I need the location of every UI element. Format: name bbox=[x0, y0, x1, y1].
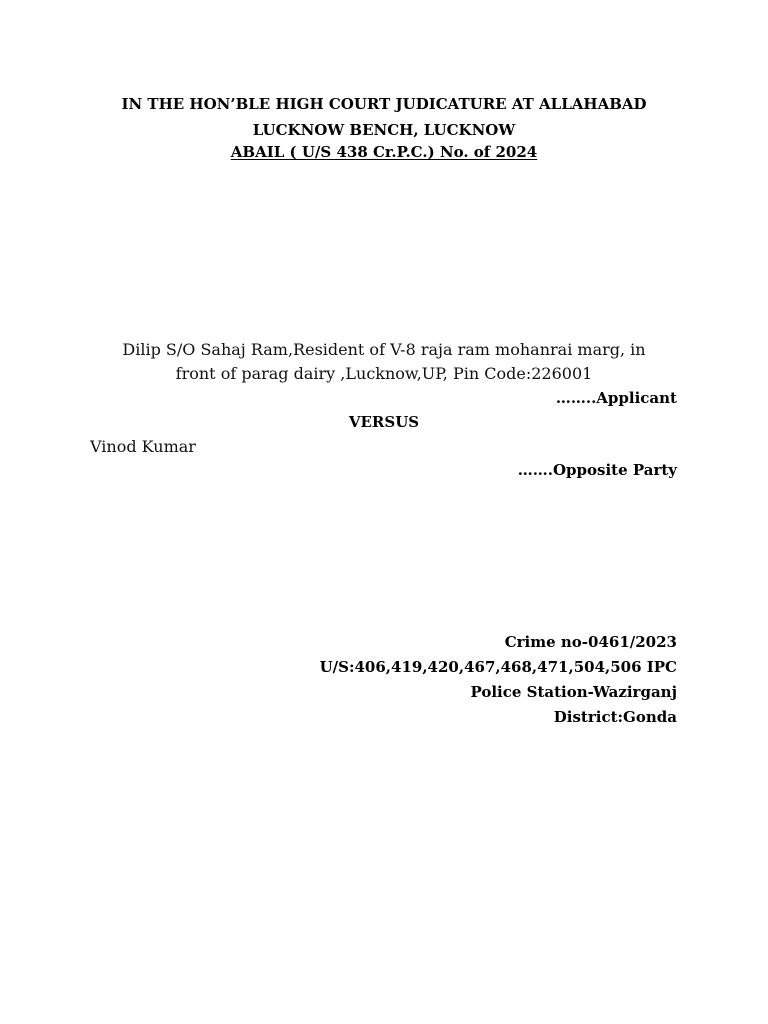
opposite-party-role-label: …….Opposite Party bbox=[517, 461, 677, 479]
versus-label: VERSUS bbox=[348, 413, 420, 431]
police-station: Police Station-Wazirganj bbox=[470, 683, 677, 701]
crime-number: Crime no-0461/2023 bbox=[504, 633, 677, 651]
applicant-detail bbox=[60, 338, 708, 386]
case-info-block bbox=[320, 630, 677, 730]
applicant-detail-line-2: front of parag dairy ,Lucknow,UP, Pin Code:226001 bbox=[175, 364, 593, 383]
applicant-role-label: ……..Applicant bbox=[555, 389, 677, 407]
sections-list: U/S:406,419,420,467,468,471,504,506 IPC bbox=[319, 658, 677, 676]
bench-title: LUCKNOW BENCH, LUCKNOW bbox=[252, 121, 516, 139]
opposite-party-name: Vinod Kumar bbox=[90, 437, 196, 456]
district: District:Gonda bbox=[553, 708, 677, 726]
case-type-title: ABAIL ( U/S 438 Cr.P.C.) No. of 2024 bbox=[230, 143, 538, 161]
applicant-detail-line-1: Dilip S/O Sahaj Ram,Resident of V-8 raja ram mohanrai marg, in bbox=[122, 340, 646, 359]
court-title: IN THE HON’BLE HIGH COURT JUDICATURE AT ALLAHABAD bbox=[121, 95, 647, 113]
